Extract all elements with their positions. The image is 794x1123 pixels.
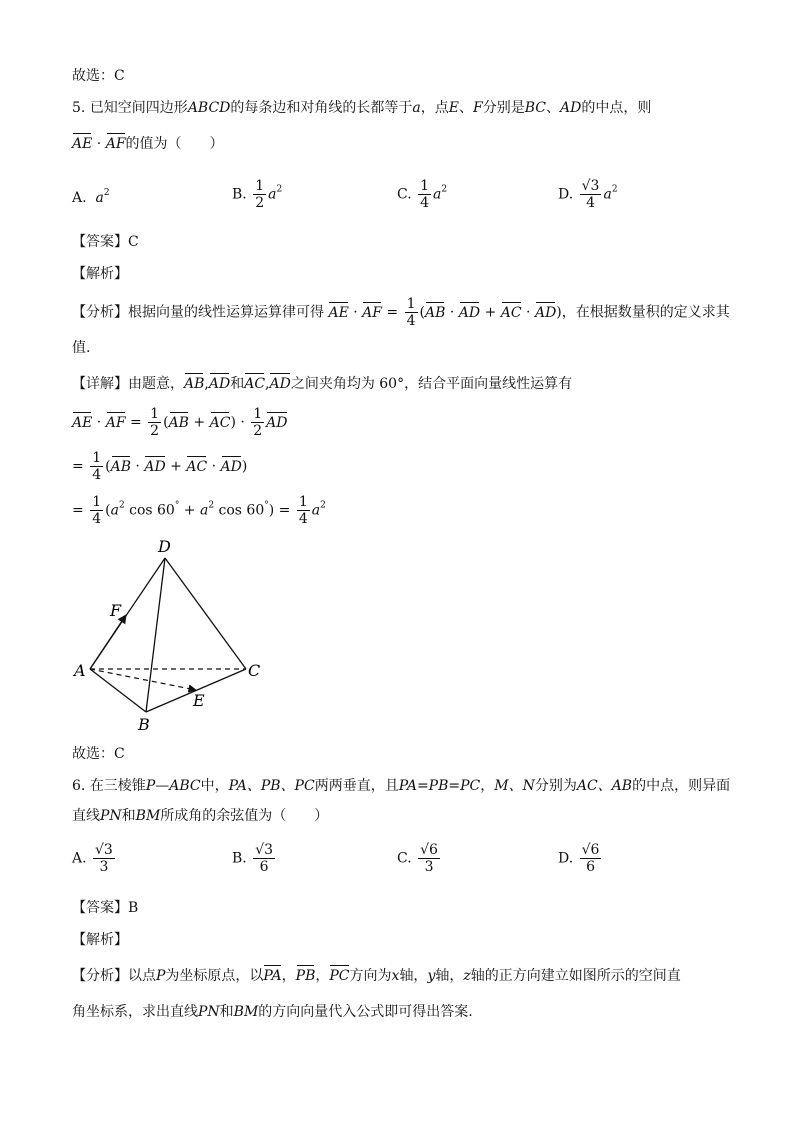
fenxi-z: z: [463, 968, 471, 984]
xiangjie-text: 和: [230, 376, 245, 392]
q5-AD: AD: [560, 100, 582, 116]
q5-final: 故选：C: [72, 746, 125, 762]
q5-analysis-tag: 【解析】: [72, 266, 128, 282]
q5-F: F: [473, 100, 483, 116]
vector-AF: AF: [105, 136, 126, 152]
q5-stem-text: 的每条边和对角线的长都等于: [230, 100, 413, 116]
edge-DC: [165, 558, 246, 669]
fenxi-y: y: [427, 968, 436, 984]
fenxi-tag: 【分析】: [72, 968, 128, 984]
answer-tag: 【答案】: [72, 234, 128, 250]
q5-option-b: B. $\frac{1}{2}$ $a^2$: [232, 178, 283, 211]
fenxi-text: ，在根据数量积的定义求其: [561, 304, 730, 321]
option-label: B.: [232, 186, 247, 203]
q6-stem-text: 的中点，则异面: [632, 778, 731, 794]
q5-a: a: [412, 100, 421, 116]
xiangjie-text: 由题意，: [128, 376, 184, 392]
q5-stem-line2: AE · AF的值为（ ）: [72, 136, 224, 152]
q6-stem-text: 中，: [200, 778, 229, 794]
q5-stem-text: ，点: [420, 100, 449, 116]
q6-equal: PA=PB=PC: [398, 778, 481, 794]
option-label: D.: [558, 850, 574, 867]
label-D: D: [158, 537, 171, 556]
label-A: A: [74, 661, 86, 680]
q5-derivation-2: = $\frac{1}{4}$ (AB · AD + AC · AD): [72, 450, 248, 483]
fenxi-x: x: [391, 968, 400, 984]
q5-BC: BC: [524, 100, 546, 116]
answer-value: B: [128, 900, 139, 916]
fenxi-text: 根据向量的线性运算运算律可得: [128, 304, 324, 321]
q5-quad: ABCD: [187, 100, 231, 116]
option-label: C.: [397, 186, 412, 203]
fenxi-tag: 【分析】: [72, 304, 128, 321]
q6-stem-text: ，: [480, 778, 495, 794]
q6-AC-AB: AC、AB: [576, 778, 633, 794]
fenxi-text: 的方向向量代入公式即可得出答案.: [258, 1004, 473, 1020]
q6-stem-text: 直线: [72, 808, 100, 824]
q6-stem-line2: [72, 806, 328, 826]
label-F: F: [110, 601, 122, 620]
fenxi-text: 角坐标系，求出直线: [72, 1004, 198, 1020]
label-E: E: [193, 691, 205, 710]
q6-option-c: C. $\frac{√6}{3}$: [397, 842, 438, 875]
q5-stem-text: 分别是: [482, 100, 525, 116]
q5-answer: [72, 232, 139, 252]
fraction: $\frac{√3}{4}$: [581, 178, 600, 211]
q6-stem-text: 所成角的余弦值为（ ）: [160, 808, 329, 824]
q5-stem-text: 已知空间四边形: [89, 100, 188, 116]
q5-fenxi-line1: 【分析】根据向量的线性运算运算律可得 AE · AF = $\frac{1}{4}$ (AB · AD + AC · AD)，在根据数量积的定义求其: [72, 296, 730, 329]
q6-option-a: A. $\frac{√3}{3}$: [72, 842, 113, 875]
q6-BM: BM: [135, 808, 161, 824]
fraction: $\frac{1}{2}$: [255, 178, 265, 211]
xiangjie-text: 之间夹角均为 60°，结合平面向量线性运算有: [290, 376, 573, 392]
q5-stem-text: 、: [546, 100, 560, 116]
fenxi-BM: BM: [233, 1004, 259, 1020]
option-value: a: [433, 186, 442, 203]
label-B: B: [138, 715, 150, 734]
q6-stem-text: 两两垂直，且: [314, 778, 399, 794]
q6-edges: PA、PB、PC: [228, 778, 315, 794]
q5-xiangjie-line1: 【详解】由题意，AB,AD和AC,AD之间夹角均为 60°，结合平面向量线性运算有: [72, 376, 573, 392]
option-value: a: [603, 186, 612, 203]
fenxi-text: 轴，: [399, 968, 428, 984]
tetrahedron-figure: [70, 534, 280, 734]
option-value: a: [95, 190, 104, 206]
q6-stem-text: 和: [121, 808, 136, 824]
q5-stem-text: 的中点，则: [581, 100, 652, 116]
q6-stem-text: 在三棱锥: [89, 778, 146, 794]
fenxi-P: P: [156, 968, 166, 984]
label-C: C: [248, 661, 261, 680]
q6-answer: [72, 898, 138, 918]
answer-value: C: [128, 234, 139, 250]
option-label: C.: [397, 850, 412, 867]
q6-option-d: D. $\frac{√6}{6}$: [558, 842, 600, 875]
q6-PN: PN: [100, 808, 122, 824]
xiangjie-tag: 【详解】: [72, 376, 128, 392]
q5-option-c: C. $\frac{1}{4}$ $a^2$: [397, 178, 448, 211]
prev-answer: 故选：C: [72, 68, 125, 84]
q6-stem-line1: [72, 776, 730, 796]
fenxi-text: 轴的正方向建立如图所示的空间直: [470, 968, 681, 984]
q6-MN: M、N: [494, 778, 535, 794]
q6-analysis-tag: 【解析】: [72, 932, 128, 948]
fenxi-text: 和: [219, 1004, 234, 1020]
option-label: A.: [72, 850, 87, 867]
q6-stem-text: 分别为: [534, 778, 577, 794]
fenxi-text: 方向为: [349, 968, 392, 984]
q5-option-a: A. $a^2$: [72, 188, 110, 206]
q6-fenxi-line2: [72, 1002, 473, 1022]
vector-AF-arrow: [90, 615, 126, 669]
vector-AE-arrow: [90, 669, 196, 690]
q5-stem-suffix: 的值为（ ）: [125, 136, 224, 152]
q6-option-b: B. $\frac{√3}{6}$: [232, 842, 274, 875]
option-label: B.: [232, 850, 247, 867]
fenxi-text: 以点: [128, 968, 156, 984]
q5-stem-line1: [72, 98, 651, 118]
fenxi-text: 为坐标原点，以: [165, 968, 264, 984]
q6-pyramid: P—ABC: [145, 778, 201, 794]
q5-derivation-3: = $\frac{1}{4}$ ($a^2$ $\cos 60^\circ + a^2$ cos 60°) = $\frac{1}{4}$ $a^2$: [72, 494, 326, 527]
fraction: $\frac{1}{4}$: [420, 178, 430, 211]
q5-fenxi-line2: 值.: [72, 340, 91, 356]
vector-AE: AE: [72, 136, 93, 152]
fenxi-text: 轴，: [435, 968, 464, 984]
option-value: a: [268, 186, 277, 203]
edge-AB: [90, 669, 146, 712]
option-label: D.: [558, 186, 574, 203]
q5-E: E: [448, 100, 460, 116]
fenxi-PN: PN: [198, 1004, 220, 1020]
q5-stem-text: 、: [459, 100, 474, 116]
option-label: A.: [72, 190, 87, 206]
answer-tag: 【答案】: [72, 900, 128, 916]
q6-number: 6.: [72, 778, 86, 794]
q6-fenxi-line1: 【分析】以点P为坐标原点，以PA，PB，PC方向为x轴，y轴，z轴的正方向建立如图所示的空间直: [72, 968, 681, 984]
q5-number: 5.: [72, 100, 86, 116]
q5-option-d: D. $\frac{√3}{4}$ $a^2$: [558, 178, 618, 211]
q5-derivation-1: AE · AF = $\frac{1}{2}$ (AB + AC) · $\frac{1}{2}$ AD: [72, 406, 288, 439]
